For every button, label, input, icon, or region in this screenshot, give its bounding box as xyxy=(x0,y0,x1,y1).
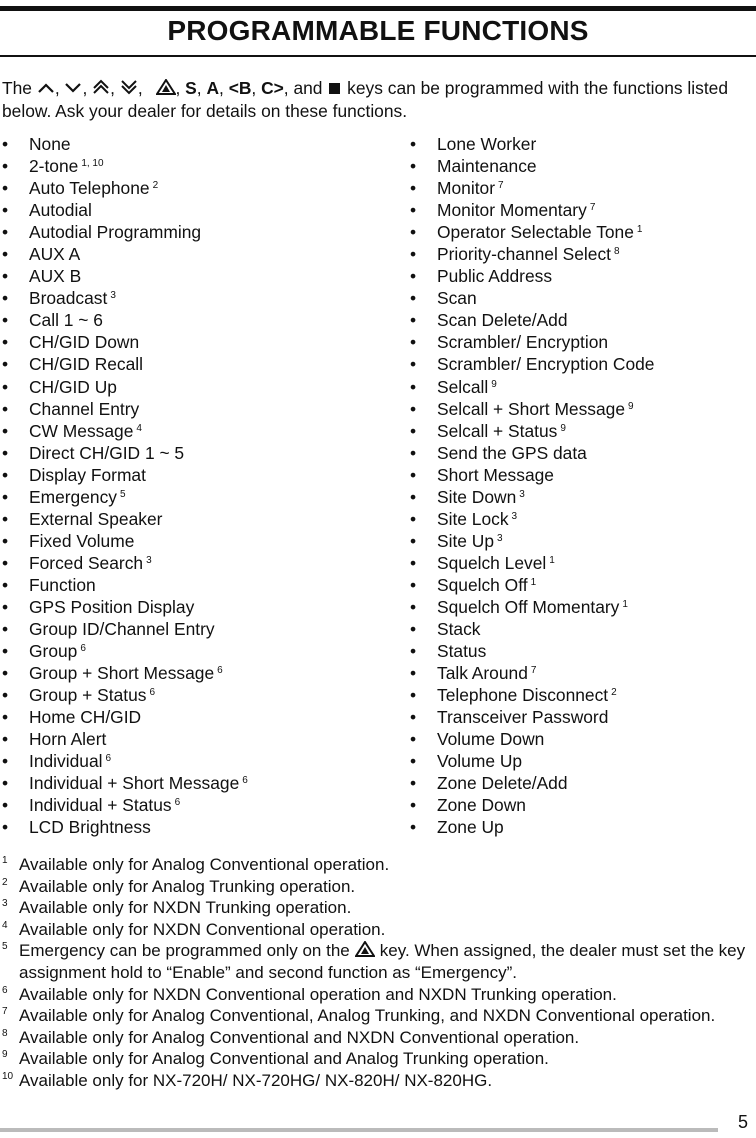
footnote-ref: 8 xyxy=(613,246,620,258)
bullet: • xyxy=(410,530,417,551)
list-item xyxy=(410,750,654,772)
footnote-ref: 6 xyxy=(242,775,248,787)
bullet: • xyxy=(410,266,417,287)
list-item xyxy=(2,816,248,838)
function-label: Squelch Off xyxy=(437,574,528,595)
footnote-text: Available only for NX-720H/ NX-720HG/ NX-820H/ NX-820HG. xyxy=(19,1070,493,1090)
footnote xyxy=(2,940,754,984)
footnote xyxy=(2,984,754,1006)
function-label: Auto Telephone xyxy=(29,178,150,199)
top-rule xyxy=(0,6,756,11)
function-label: Autodial Programming xyxy=(29,222,202,243)
list-item xyxy=(2,442,248,464)
bullet: • xyxy=(2,156,9,177)
bullet: • xyxy=(410,685,417,706)
list-item xyxy=(410,706,654,728)
function-label: Group xyxy=(29,641,78,662)
double-up-chevron-icon xyxy=(92,78,110,100)
page-number: 5 xyxy=(738,1112,749,1132)
bullet: • xyxy=(410,288,417,309)
function-label: External Speaker xyxy=(29,508,163,529)
list-item xyxy=(2,309,248,331)
list-item xyxy=(2,728,248,750)
footnote-ref: 6 xyxy=(80,643,86,655)
list-item xyxy=(410,794,654,816)
list-item xyxy=(410,376,654,398)
function-list-left xyxy=(2,133,248,839)
function-label: Broadcast xyxy=(29,288,108,309)
list-item xyxy=(2,596,248,618)
footnote xyxy=(2,876,754,898)
footnote-ref: 3 xyxy=(519,488,525,500)
bullet: • xyxy=(2,817,9,838)
function-label: Function xyxy=(29,574,96,595)
bullet: • xyxy=(410,420,417,441)
bullet: • xyxy=(410,310,417,331)
footnote-text: Emergency can be programmed only on the xyxy=(19,941,350,960)
bullet: • xyxy=(410,596,417,617)
list-item xyxy=(410,133,654,155)
list-item xyxy=(410,199,654,221)
list-item xyxy=(410,662,654,684)
function-label: Monitor Momentary xyxy=(437,200,587,221)
bullet: • xyxy=(410,663,417,684)
function-label: AUX B xyxy=(29,266,82,287)
function-label: AUX A xyxy=(29,244,81,265)
function-label: Autodial xyxy=(29,200,92,221)
list-item xyxy=(410,464,654,486)
function-label: 2-tone xyxy=(29,156,79,177)
list-item xyxy=(410,177,654,199)
up-chevron-icon xyxy=(37,78,55,100)
footnote-ref: 1 xyxy=(549,554,555,566)
emergency-triangle-icon xyxy=(355,941,375,963)
function-label: Volume Up xyxy=(437,751,523,772)
function-list-right xyxy=(410,133,654,839)
footnote-ref: 3 xyxy=(511,510,518,522)
function-label: Horn Alert xyxy=(29,729,107,750)
bullet: • xyxy=(410,707,417,728)
bullet: • xyxy=(410,486,417,507)
function-label: Status xyxy=(437,641,487,662)
bullet: • xyxy=(2,729,9,750)
list-item xyxy=(410,265,654,287)
footnote-number: 1 xyxy=(2,855,8,866)
footnote-text: Available only for Analog Conventional and NXDN Conventional operation. xyxy=(19,1027,580,1047)
bullet: • xyxy=(2,773,9,794)
footnote-ref: 6 xyxy=(105,753,112,765)
function-label: Site Up xyxy=(437,530,495,551)
list-item xyxy=(2,221,248,243)
footnote-number: 4 xyxy=(2,919,8,931)
footnote-ref: 1 xyxy=(622,598,628,610)
bullet: • xyxy=(410,332,417,353)
footnote-ref: 2 xyxy=(152,180,159,192)
bullet: • xyxy=(2,442,9,463)
list-item xyxy=(2,353,248,375)
list-item xyxy=(410,508,654,530)
list-item xyxy=(410,618,654,640)
list-item xyxy=(2,618,248,640)
function-label: Squelch Level xyxy=(437,552,547,573)
bullet: • xyxy=(410,795,417,816)
list-item xyxy=(2,640,248,662)
footnote-text: Available only for Analog Conventional, Analog Trunking, and NXDN Conventional operation. xyxy=(19,1006,716,1026)
footnote-text: Available only for NXDN Conventional operation and NXDN Trunking operation. xyxy=(19,984,617,1004)
list-item xyxy=(410,353,654,375)
bullet: • xyxy=(410,751,417,772)
function-label: Volume Down xyxy=(437,729,545,750)
bullet: • xyxy=(2,420,9,441)
list-item xyxy=(410,816,654,838)
square-key-icon xyxy=(329,83,340,94)
bullet: • xyxy=(410,552,417,573)
function-label: Operator Selectable Tone xyxy=(437,222,634,243)
function-label: Stack xyxy=(437,619,481,640)
footnote-text: Available only for NXDN Conventional operation. xyxy=(19,919,386,939)
footnote-ref: 9 xyxy=(560,422,566,434)
intro-text-end: keys can be programmed with the functions listed below. Ask your dealer for details on these functions. xyxy=(2,78,729,122)
function-label: Public Address xyxy=(437,266,553,287)
intro-paragraph: The , , , , , S, A, <B, C>, and keys can be programmed with the functions listed below. Ask your dealer for details on these functions. xyxy=(2,78,729,122)
list-item xyxy=(2,177,248,199)
list-item xyxy=(2,684,248,706)
list-item xyxy=(2,199,248,221)
footnote-number: 6 xyxy=(2,984,8,996)
function-label: Scrambler/ Encryption Code xyxy=(437,354,655,375)
bullet: • xyxy=(2,552,9,573)
footnote-text: key. When assigned, the dealer must set the key assignment hold to “Enable” and second function as “Emergency”. xyxy=(19,941,746,983)
down-chevron-icon xyxy=(64,78,82,100)
function-label: Display Format xyxy=(29,464,146,485)
list-item xyxy=(2,530,248,552)
bullet: • xyxy=(2,486,9,507)
footnote-number: 3 xyxy=(2,898,8,909)
footnote-ref: 2 xyxy=(611,687,617,699)
function-label: Selcall + Status xyxy=(437,420,558,441)
key-s: S xyxy=(185,78,197,98)
bullet: • xyxy=(2,464,9,485)
bullet: • xyxy=(410,817,417,838)
bullet: • xyxy=(2,596,9,617)
footnote-text: Available only for Analog Conventional operation. xyxy=(19,855,390,874)
footnote xyxy=(2,854,754,876)
function-label: Individual + Short Message xyxy=(29,773,240,794)
footnote-ref: 1 xyxy=(530,576,537,588)
function-label: Group + Short Message xyxy=(29,663,215,684)
list-item xyxy=(410,596,654,618)
footnote-number: 10 xyxy=(2,1070,14,1082)
function-label: Talk Around xyxy=(437,663,528,684)
footnote-ref: 3 xyxy=(110,290,116,302)
footnote-ref: 5 xyxy=(119,488,126,500)
function-label: Zone Up xyxy=(437,817,504,838)
function-label: Fixed Volume xyxy=(29,530,135,551)
list-item xyxy=(2,464,248,486)
function-label: Scan Delete/Add xyxy=(437,310,568,331)
bullet: • xyxy=(2,266,9,287)
footnote-ref: 9 xyxy=(491,378,497,390)
function-label: Site Down xyxy=(437,486,517,507)
footnote-ref: 1 xyxy=(636,224,643,236)
footnote-text: Available only for Analog Trunking operation. xyxy=(19,876,356,896)
bullet: • xyxy=(410,729,417,750)
list-item xyxy=(410,728,654,750)
intro-text-after: , and xyxy=(283,78,323,98)
footnote-text: Available only for NXDN Trunking operation. xyxy=(19,898,352,917)
function-label: Send the GPS data xyxy=(437,442,587,463)
footnote xyxy=(2,919,754,941)
list-item xyxy=(2,772,248,794)
bullet: • xyxy=(410,134,417,154)
key-b: <B xyxy=(228,78,252,98)
bullet: • xyxy=(2,332,9,353)
footnote-ref: 3 xyxy=(497,532,503,544)
function-label: Scrambler/ Encryption xyxy=(437,332,609,353)
footnote xyxy=(2,897,754,919)
function-label: Selcall xyxy=(437,376,489,397)
list-item xyxy=(2,662,248,684)
list-item xyxy=(2,574,248,596)
bullet: • xyxy=(410,773,417,794)
bullet: • xyxy=(2,398,9,419)
bullet: • xyxy=(2,134,9,154)
intro-text-before: The xyxy=(2,78,32,98)
list-item xyxy=(410,640,654,662)
bullet: • xyxy=(410,442,417,463)
bullet: • xyxy=(2,707,9,728)
function-label: Group ID/Channel Entry xyxy=(29,619,215,640)
function-label: Telephone Disconnect xyxy=(437,685,609,706)
footnotes xyxy=(2,854,754,1091)
list-item xyxy=(410,552,654,574)
list-item xyxy=(410,221,654,243)
list-item xyxy=(2,486,248,508)
emergency-triangle-icon xyxy=(156,78,176,100)
function-label: CH/GID Up xyxy=(29,376,117,397)
footnote-ref: 4 xyxy=(136,422,142,434)
function-label: Short Message xyxy=(437,464,554,485)
list-item xyxy=(410,442,654,464)
footnote-ref: 1, 10 xyxy=(81,158,104,170)
bullet: • xyxy=(2,222,9,243)
footnote-ref: 7 xyxy=(530,665,537,677)
list-item xyxy=(2,794,248,816)
function-label: Individual + Status xyxy=(29,795,172,816)
list-item xyxy=(2,287,248,309)
function-label: Transceiver Password xyxy=(437,707,609,728)
list-item xyxy=(410,309,654,331)
list-item xyxy=(410,530,654,552)
function-label: None xyxy=(29,134,71,154)
bullet: • xyxy=(410,641,417,662)
list-item xyxy=(2,376,248,398)
bullet: • xyxy=(410,200,417,221)
list-item xyxy=(410,772,654,794)
bullet: • xyxy=(2,751,9,772)
footnote-number: 9 xyxy=(2,1049,8,1061)
footnote-number: 5 xyxy=(2,941,8,952)
bullet: • xyxy=(410,508,417,529)
footnote xyxy=(2,1070,754,1092)
key-c: C> xyxy=(261,78,284,98)
function-label: CH/GID Recall xyxy=(29,354,144,375)
bullet: • xyxy=(2,641,9,662)
bullet: • xyxy=(410,376,417,397)
list-item xyxy=(410,243,654,265)
function-label: Maintenance xyxy=(437,156,537,177)
list-item xyxy=(410,684,654,706)
page-title: PROGRAMMABLE FUNCTIONS xyxy=(167,15,589,46)
list-item xyxy=(410,486,654,508)
function-label: Site Lock xyxy=(437,508,509,529)
function-label: CH/GID Down xyxy=(29,332,140,353)
list-item xyxy=(2,552,248,574)
title-underline xyxy=(0,55,756,57)
list-item xyxy=(410,287,654,309)
function-label: CW Message xyxy=(29,420,134,441)
list-item xyxy=(410,574,654,596)
list-item xyxy=(2,133,248,155)
footnote-ref: 6 xyxy=(217,665,223,677)
list-item xyxy=(2,265,248,287)
double-down-chevron-icon xyxy=(120,78,138,100)
list-item xyxy=(410,331,654,353)
function-label: Zone Down xyxy=(437,795,526,816)
bullet: • xyxy=(2,354,9,375)
function-label: Priority-channel Select xyxy=(437,244,611,265)
bullet: • xyxy=(410,354,417,375)
footer-rule xyxy=(0,1128,718,1132)
footnote-text: Available only for Analog Conventional and Analog Trunking operation. xyxy=(19,1049,549,1069)
function-label: Group + Status xyxy=(29,685,147,706)
function-label: Call 1 ~ 6 xyxy=(29,310,103,331)
list-item xyxy=(410,420,654,442)
bullet: • xyxy=(2,200,9,221)
function-label: Direct CH/GID 1 ~ 5 xyxy=(29,442,185,463)
function-label: LCD Brightness xyxy=(29,817,151,838)
footnote-number: 7 xyxy=(2,1006,8,1018)
function-label: Individual xyxy=(29,751,103,772)
function-label: Home CH/GID xyxy=(29,707,142,728)
bullet: • xyxy=(2,376,9,397)
bullet: • xyxy=(410,619,417,640)
footnote-number: 2 xyxy=(2,876,8,888)
footnote-ref: 6 xyxy=(174,797,181,809)
list-item xyxy=(2,155,248,177)
bullet: • xyxy=(410,156,417,177)
list-item xyxy=(2,706,248,728)
footnote-ref: 9 xyxy=(628,400,634,412)
footnote-ref: 6 xyxy=(149,687,156,699)
footnote xyxy=(2,1027,754,1049)
footnote-ref: 3 xyxy=(146,554,152,566)
footnote-ref: 7 xyxy=(589,202,596,214)
bullet: • xyxy=(2,310,9,331)
list-item xyxy=(2,750,248,772)
footnote-number: 8 xyxy=(2,1027,8,1039)
bullet: • xyxy=(410,222,417,243)
bullet: • xyxy=(2,288,9,309)
bullet: • xyxy=(2,530,9,551)
bullet: • xyxy=(2,508,9,529)
function-label: Squelch Off Momentary xyxy=(437,596,620,617)
footnote xyxy=(2,1005,754,1027)
footnote-ref: 7 xyxy=(498,180,504,192)
function-label: Selcall + Short Message xyxy=(437,398,626,419)
list-item xyxy=(2,398,248,420)
bullet: • xyxy=(2,244,9,265)
bullet: • xyxy=(410,178,417,199)
bullet: • xyxy=(2,574,9,595)
function-label: Channel Entry xyxy=(29,398,140,419)
function-label: Lone Worker xyxy=(437,134,537,154)
function-label: Scan xyxy=(437,288,477,309)
bullet: • xyxy=(2,663,9,684)
footnote xyxy=(2,1048,754,1070)
bullet: • xyxy=(410,464,417,485)
function-label: GPS Position Display xyxy=(29,596,195,617)
bullet: • xyxy=(410,574,417,595)
bullet: • xyxy=(410,398,417,419)
list-item xyxy=(410,155,654,177)
list-item xyxy=(410,398,654,420)
bullet: • xyxy=(2,619,9,640)
key-a: A xyxy=(206,78,220,98)
function-label: Emergency xyxy=(29,486,117,507)
list-item xyxy=(2,420,248,442)
bullet: • xyxy=(2,178,9,199)
list-item xyxy=(2,243,248,265)
function-label: Zone Delete/Add xyxy=(437,773,568,794)
list-item xyxy=(2,331,248,353)
function-label: Forced Search xyxy=(29,552,144,573)
list-item xyxy=(2,508,248,530)
bullet: • xyxy=(410,244,417,265)
function-label: Monitor xyxy=(437,178,495,199)
bullet: • xyxy=(2,685,9,706)
bullet: • xyxy=(2,795,9,816)
